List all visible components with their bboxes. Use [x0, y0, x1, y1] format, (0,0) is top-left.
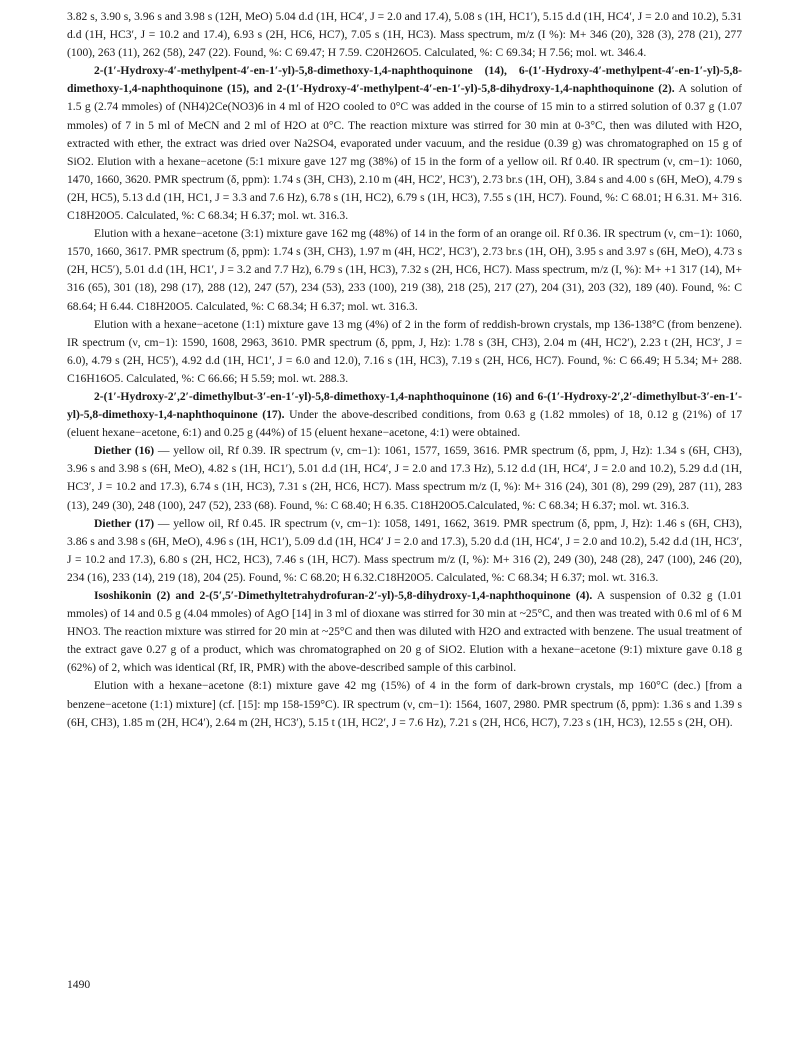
paragraph-text: Elution with a hexane−acetone (1:1) mixture gave 13 mg (4%) of 2 in the form of reddish-brown crystals, mp 136-138°C (from benzene). IR spectrum (ν, cm−1): 1590, 1608, 2963, 3610. PMR spectrum (δ, ppm, J, Hz): 1.78 s (3H, CH3), 2.04 m (4H, HC2′), 2.23 t (2H, HC3′, J = 6.0), 4.79 s (2H, HC5′), 4.92 d.d (1H, HC1′, J = 6.0 and 12.0), 7.16 s (1H, HC3), 7.19 s (2H, HC6, HC7). Found, %: C 66.49; H 5.34; M+ 288. C16H16O5. Calculated, %: C 66.66; H 5.59; mol. wt. 288.3. [67, 317, 742, 385]
paragraph-1 [67, 8, 742, 62]
paragraph-8 [67, 587, 742, 677]
paragraph-9 [67, 677, 742, 731]
paragraph-text: Elution with a hexane−acetone (8:1) mixture gave 42 mg (15%) of 4 in the form of dark-brown crystals, mp 160°C (dec.) [from a benzene−acetone (1:1) mixture] (cf. [15]: mp 158-159°C). IR spectrum (ν, cm−1): 1564, 1607, 2980. PMR spectrum (δ, ppm): 1.36 s and 1.39 s (6H, CH3), 1.85 m (2H, HC4′), 2.64 m (2H, HC3′), 5.15 t (1H, HC2′, J = 7.6 Hz), 7.21 s (2H, HC6, HC7), 7.23 s (1H, HC3), 12.55 s (2H, OH). [67, 679, 742, 729]
paragraph-text: Under the above-described conditions, from 0.63 g (1.82 mmoles) of 18, 0.12 g (21%) of 17 (eluent hexane−acetone, 6:1) and 0.25 g (44%) of 15 (eluent hexane−acetone, 4:1) were obtained. [67, 408, 742, 440]
paragraph-5 [67, 388, 742, 442]
page-body [67, 8, 742, 732]
paragraph-4 [67, 316, 742, 388]
section-heading: 2-(1′-Hydroxy-4′-methylpent-4′-en-1′-yl)-5,8-dimethoxy-1,4-naphthoquinone (14), 6-(1′-Hydroxy-4′-methylpent-4′-en-1′-yl)-5,8-dimethoxy-1,4-naphthoquinone (15), and 2-(1′-Hydroxy-4′-methylpent-4′-en-1′-yl)-5,8-dihydroxy-1,4-naphthoquinone (2). [67, 64, 742, 96]
compound-heading: Diether (17) [94, 516, 155, 530]
paragraph-6 [67, 442, 742, 514]
paragraph-text: Elution with a hexane−acetone (3:1) mixture gave 162 mg (48%) of 14 in the form of an orange oil. Rf 0.36. IR spectrum (ν, cm−1): 1060, 1570, 1660, 3617. PMR spectrum (δ, ppm): 1.74 s (3H, CH3), 1.97 m (4H, HC2′, HC3′), 2.73 br.s (1H, OH), 3.95 s and 3.97 s (6H, MeO), 4.73 s (2H, HC5′), 5.01 d.d (1H, HC1′, J = 3.2 and 7.7 Hz), 6.79 s (1H, HC3), 7.32 s (2H, HC6, HC7). Mass spectrum, m/z (I, %): M+ +1 317 (14), M+ 316 (65), 301 (18), 298 (17), 288 (12), 247 (57), 234 (53), 233 (100), 219 (38), 218 (25), 217 (27), 204 (31), 203 (32), 189 (40). Found, %: C 68.64; H 6.44. C18H20O5. Calculated, %: C 68.34; H 6.37; mol. wt. 316.3. [67, 227, 742, 313]
paragraph-3 [67, 225, 742, 315]
section-heading: 2-(1′-Hydroxy-2′,2′-dimethylbut-3′-en-1′-yl)-5,8-dimethoxy-1,4-naphthoquinone (16) and 6-(1′-Hydroxy-2′,2′-dimethylbut-3′-en-1′-yl)-5,8-dimethoxy-1,4-naphthoquinone (17). [67, 389, 742, 422]
section-heading: Isoshikonin (2) and 2-(5′,5′-Dimethyltetrahydrofuran-2′-yl)-5,8-dihydroxy-1,4-naphthoquinone (4). [94, 589, 593, 602]
paragraph-text: — yellow oil, Rf 0.45. IR spectrum (ν, cm−1): 1058, 1491, 1662, 3619. PMR spectrum (δ, ppm, J, Hz): 1.46 s (6H, CH3), 3.86 s and 3.98 s (6H, MeO), 4.96 s (1H, HC1′), 5.09 d.d (1H, HC4′ J = 2.0 and 17.3), 5.20 d.d (1H, HC4′, J = 2.0 and 10.2), 5.42 d.d (1H, HC3′, J = 10.2 and 17.3), 6.80 s (2H, HC2, HC3), 7.46 s (1H, HC7). Mass spectrum m/z (I, %): M+ 316 (2), 249 (30), 248 (28), 247 (100), 246 (20), 234 (16), 233 (14), 219 (18), 204 (25). Found, %: C 68.20; H 6.32.C18H20O5. Calculated, %: C 68.34; H 6.37; mol. wt. 316.3. [67, 516, 742, 584]
paragraph-text: A solution of 1.5 g (2.74 mmoles) of (NH4)2Ce(NO3)6 in 4 ml of H2O cooled to 0°C was added in the course of 15 min to a stirred solution of 0.37 g (1.07 mmoles) of 7 in 5 ml of MeCN and 2 ml of H2O at 0°C. The reaction mixture was stirred for 30 min at 0-3°C, then was diluted with H2O, extracted with ether, the extract was dried over Na2SO4, evaporated under vacuum, and the residue (0.39 g) was chromatographed on 15 g of SiO2. Elution with a hexane−acetone (5:1 mixure gave 127 mg (38%) of 15 in the form of a yellow oil. Rf 0.40. IR spectrum (ν, cm−1): 1060, 1470, 1660, 3620. PMR spectrum (δ, ppm): 1.74 s (3H, CH3), 2.10 m (4H, HC2′, HC3′), 2.73 br.s (1H, OH), 3.84 s and 4.00 s (6H, MeO), 4.79 s (2H, HC5), 5.13 d.d (1H, HC1, J = 3.3 and 7.6 Hz), 6.78 s (1H, HC2), 6.79 s (1H, HC3), 7.55 s (1H, HC7). Found, %: C 68.01; H 6.31. M+ 316. C18H20O5. Calculated, %: C 68.34; H 6.37; mol. wt. 316.3. [67, 82, 742, 223]
paragraph-text: — yellow oil, Rf 0.39. IR spectrum (ν, cm−1): 1061, 1577, 1659, 3616. PMR spectrum (δ, ppm, J, Hz): 1.34 s (6H, CH3), 3.96 s and 3.98 s (6H, MeO), 4.82 s (1H, HC1′), 5.01 d.d (1H, HC4′, J = 2.0 and 17.3 Hz), 5.12 d.d (1H, HC4′, J = 2.0 and 10.2), 5.29 d.d (1H, HC3′, J = 10.2 and 17.3), 6.74 s (1H, HC3), 7.31 s (2H, HC6, HC7). Mass spectrum m/z (I, %): M+ 316 (24), 301 (8), 299 (29), 287 (11), 283 (13), 249 (30), 248 (100), 247 (52), 233 (68). Found, %: C 68.40; H 6.35. C18H20O5.Calculated, %: C 68.34; H 6.37; mol. wt. 316.3. [67, 444, 742, 512]
paragraph-text: 3.82 s, 3.90 s, 3.96 s and 3.98 s (12H, MeO) 5.04 d.d (1H, HC4′, J = 2.0 and 17.4), 5.08 s (1H, HC1′), 5.15 d.d (1H, HC4′, J = 2.0 and 10.2), 5.31 d.d (1H, HC3′, J = 10.2 and 17.4), 6.93 s (2H, HC6, HC7), 7.05 s (1H, HC3). Mass spectrum, m/z (I %): M+ 346 (20), 328 (3), 278 (21), 277 (100), 263 (11), 262 (58), 247 (22). Found, %: C 69.47; H 7.59. C20H26O5. Calculated, %: C 69.34; H 7.56; mol. wt. 346.4. [67, 10, 742, 60]
page-number: 1490 [67, 978, 91, 991]
paragraph-7 [67, 515, 742, 587]
paragraph-2 [67, 62, 742, 225]
paragraph-text: A suspension of 0.32 g (1.01 mmoles) of 14 and 0.5 g (4.04 mmoles) of AgO [14] in 3 ml of dioxane was stirred for 30 min at ~25°C, and then was treated with 0.6 ml of 6 M HNO3. The reaction mixture was stirred for 20 min at ~25°C and then was diluted with H2O and extracted with benzene. The usual treatment of the extract gave 0.27 g of a product, which was chromatographed on 20 g of SiO2. Elution with a hexane−acetone (9:1) mixture gave 0.18 g (62%) of 2, which was identical (Rf, IR, PMR) with the above-described sample of this carbinol. [67, 589, 742, 675]
compound-heading: Diether (16) [94, 444, 155, 458]
